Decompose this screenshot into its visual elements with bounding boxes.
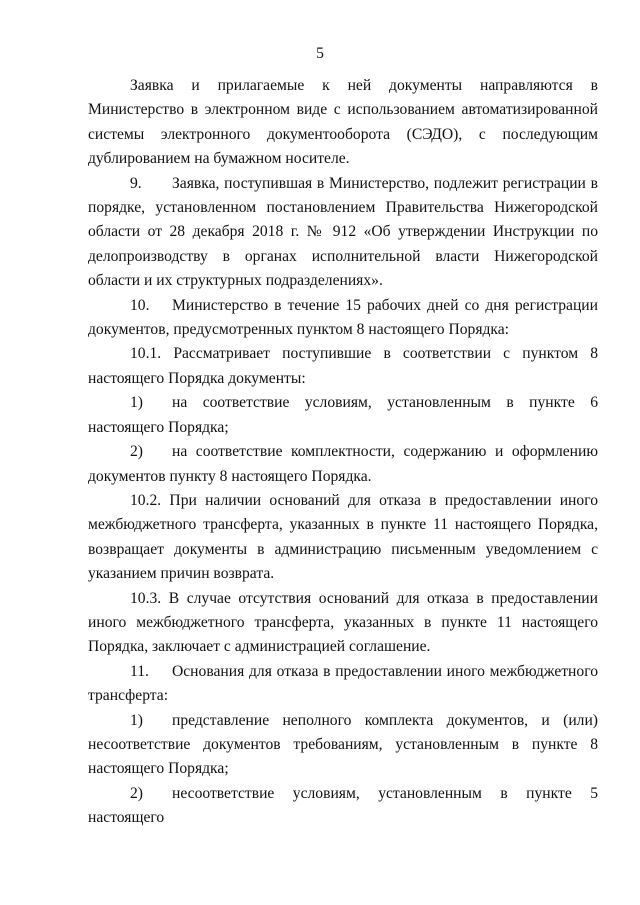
- paragraph-text: 10.2. При наличии оснований для отказа в предоставлении иного межбюджетного трансферта, указанных в пункте 11 настоящего Порядка, возвращает документы в администрацию письменным уведомлением с указанием причин возврата.: [88, 491, 598, 583]
- paragraph-11-item-1: [88, 709, 598, 782]
- paragraph-10-1: [88, 342, 598, 391]
- paragraph-text: на соответствие комплектности, содержанию и оформлению документов пункту 8 настоящего Порядка.: [88, 443, 598, 485]
- paragraph-number: 1): [130, 394, 143, 412]
- document-body: [88, 74, 598, 831]
- paragraph-number: 11.: [130, 662, 149, 680]
- page-number: 5: [316, 45, 324, 62]
- paragraph-number: 2): [130, 784, 143, 802]
- paragraph-text: 10.3. В случае отсутствия оснований для отказа в предоставлении иного межбюджетного трансферта, указанных в пункте 11 настоящего Порядка, заключает с администрацией соглашение.: [88, 589, 598, 656]
- paragraph-text: Министерство в течение 15 рабочих дней со дня регистрации документов, предусмотренных пунктом 8 настоящего Порядка:: [88, 296, 598, 339]
- paragraph-number: 1): [130, 711, 143, 729]
- paragraph-10-1-item-1: [88, 391, 598, 440]
- paragraph-11-refusal-grounds: [88, 660, 598, 709]
- paragraph-11-item-2: [88, 782, 598, 831]
- paragraph-10-1-item-2: [88, 440, 598, 489]
- paragraph-submission-method: [88, 74, 598, 172]
- paragraph-number: 10.: [130, 296, 150, 314]
- paragraph-text: Заявка, поступившая в Министерство, подлежит регистрации в порядке, установленном постановлением Правительства Нижегородской области от 28 декабря 2018 г. № 912 «Об утверждении Инструкции по делопроизводству в органах исполнительной власти Нижегородской области и их структурных подразделениях».: [88, 174, 598, 290]
- paragraph-text: Основания для отказа в предоставлении иного межбюджетного трансферта:: [88, 662, 598, 705]
- paragraph-10-2: [88, 489, 598, 587]
- paragraph-text: 10.1. Рассматривает поступившие в соответствии с пунктом 8 настоящего Порядка документы:: [88, 345, 598, 387]
- paragraph-10-ministry-review: [88, 294, 598, 343]
- paragraph-10-3: [88, 587, 598, 660]
- paragraph-text: Заявка и прилагаемые к ней документы направляются в Министерство в электронном виде с использованием автоматизированной системы электронного документооборота (СЭДО), с последующим дублированием на бумажном носителе.: [88, 77, 598, 168]
- paragraph-text: на соответствие условиям, установленным в пункте 6 настоящего Порядка;: [88, 394, 598, 436]
- paragraph-text: несоответствие условиям, установленным в пункте 5 настоящего: [88, 784, 598, 827]
- paragraph-text: представление неполного комплекта документов, и (или) несоответствие документов требованиям, установленным в пункте 8 настоящего Порядка;: [88, 711, 598, 778]
- paragraph-9-registration: [88, 172, 598, 294]
- paragraph-number: 2): [130, 443, 143, 461]
- paragraph-number: 9.: [130, 174, 142, 192]
